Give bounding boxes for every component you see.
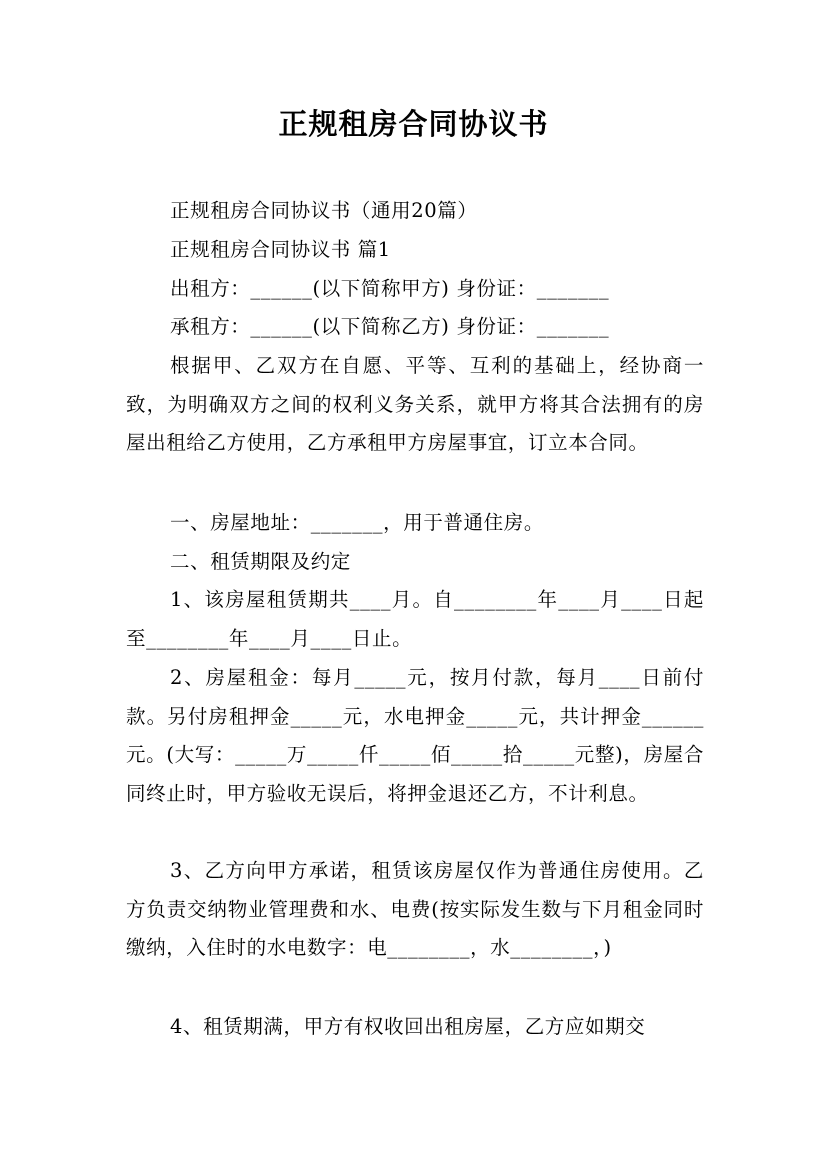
section-heading: 正规租房合同协议书 篇1 bbox=[170, 238, 391, 261]
document-title: 正规租房合同协议书 bbox=[278, 107, 549, 141]
preamble-paragraph: 根据甲、乙双方在自愿、平等、互利的基础上，经协商一致，为明确双方之间的权利义务关系，就甲方将其合法拥有的房屋出租给乙方使用，乙方承租甲方房屋事宜，订立本合同。 bbox=[126, 354, 704, 455]
lessor-line: 出租方：______(以下简称甲方) 身份证：_______ bbox=[170, 277, 610, 300]
clause-1-term: 1、该房屋租赁期共____月。自________年____月____日起至________年____月____日止。 bbox=[126, 588, 704, 650]
lessee-line: 承租方：______(以下简称乙方) 身份证：_______ bbox=[170, 315, 610, 338]
clause-3-usage: 3、乙方向甲方承诺，租赁该房屋仅作为普通住房使用。乙方负责交纳物业管理费和水、电费(按实际发生数与下月租金同时缴纳，入住时的水电数字：电________，水________，) bbox=[126, 859, 704, 960]
clause-term-heading: 二、租赁期限及约定 bbox=[170, 550, 351, 573]
subtitle: 正规租房合同协议书（通用20篇） bbox=[170, 199, 478, 222]
clause-address: 一、房屋地址：_______，用于普通住房。 bbox=[170, 511, 544, 534]
clause-2-rent: 2、房屋租金：每月_____元，按月付款，每月____日前付款。另付房租押金_____元，水电押金_____元，共计押金______元。(大写：_____万_____仟_____佰_____拾_____元整)，房屋合同终止时，甲方验收无误后，将押金退还乙方，不计利息。 bbox=[126, 666, 704, 805]
clause-4-expiry: 4、租赁期满，甲方有权收回出租房屋，乙方应如期交 bbox=[170, 1015, 646, 1038]
